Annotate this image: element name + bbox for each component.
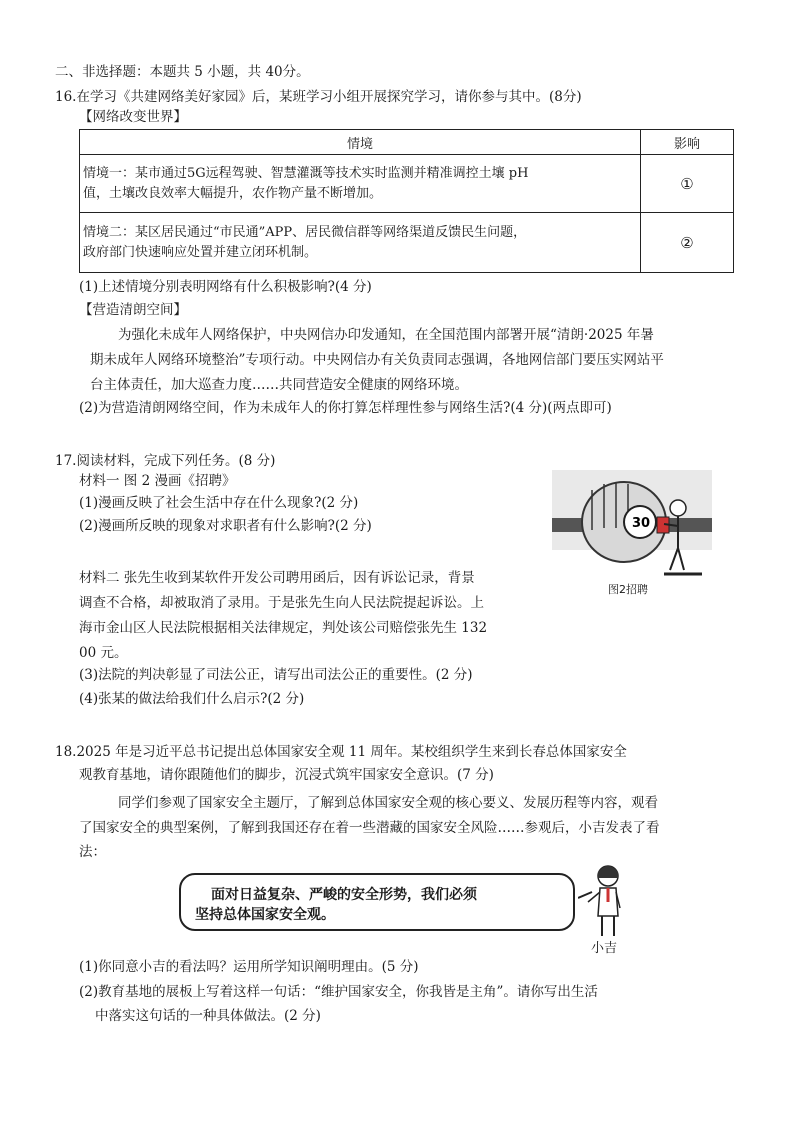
q16-block2-title: 【营造清朗空间】 <box>79 302 187 318</box>
cartoon-drawing <box>552 470 712 580</box>
q17-sub2: (2)漫画所反映的现象对求职者有什么影响?(2 分) <box>79 518 372 534</box>
q17-material2-line4: 00 元。 <box>79 645 128 661</box>
q17-sub1: (1)漫画反映了社会生活中存在什么现象?(2 分) <box>79 495 359 511</box>
q16-material-line1: 为强化未成年人网络保护，中央网信办印发通知，在全国范围内部署开展“清朗·2025 年暑 <box>118 327 654 343</box>
q18-sub2-line2: 中落实这句话的一种具体做法。(2 分) <box>95 1008 321 1024</box>
student-legs <box>602 916 614 936</box>
situation-1-line2: 值，土壤改良效率大幅提升，农作物产量不断增加。 <box>83 185 383 201</box>
speaker-name: 小吉 <box>591 941 618 956</box>
q16-stem: 16.在学习《共建网络美好家园》后，某班学习小组开展探究学习，请你参与其中。(8分) <box>55 89 582 105</box>
student-xiaoji-figure <box>578 862 630 940</box>
header-situation: 情境 <box>80 130 641 155</box>
table-row <box>80 213 734 273</box>
q17-material2-line3: 海市金山区人民法院根据相关法律规定，判处该公司赔偿张先生 132 <box>79 620 488 636</box>
situation-1-line1: 情境一：某市通过5G远程驾驶、智慧灌溉等技术实时监测并精准调控土壤 pH <box>83 165 529 181</box>
q18-para-line2: 了国家安全的典型案例，了解到我国还存在着一些潜藏的国家安全风险……参观后，小吉发表了看 <box>79 820 660 836</box>
student-hair <box>598 866 618 878</box>
q16-material-line2: 期未成年人网络环境整治”专项行动。中央网信办有关负责同志强调，各地网信部门要压实网站平 <box>90 352 664 368</box>
q16-material-line3: 台主体责任，加大巡查力度……共同营造安全健康的网络环境。 <box>90 377 468 393</box>
table-row <box>80 155 734 213</box>
situation-1-cell <box>80 155 641 213</box>
effect-2-cell: ② <box>641 213 734 273</box>
q17-stem: 17.阅读材料，完成下列任务。(8 分) <box>55 453 276 469</box>
situation-2-line1: 情境二：某区居民通过“市民通”APP、居民微信群等网络渠道反馈民生问题， <box>83 224 527 240</box>
q18-para-line3: 法： <box>79 844 106 860</box>
speech-bubble-line2: 坚持总体国家安全观。 <box>195 907 335 923</box>
recruitment-cartoon <box>552 470 712 580</box>
speech-bubble <box>179 873 575 931</box>
q18-sub2-line1: (2)教育基地的展板上写着这样一句话：“维护国家安全，你我皆是主角”。请你写出生活 <box>79 984 598 1000</box>
q18-para-line1: 同学们参观了国家安全主题厅，了解到总体国家安全观的核心要义、发展历程等内容，观看 <box>118 795 658 811</box>
situation-2-cell <box>80 213 641 273</box>
q17-sub3: (3)法院的判决彰显了司法公正，请写出司法公正的重要性。(2 分) <box>79 667 473 683</box>
q16-block1-title: 【网络改变世界】 <box>79 109 187 125</box>
q18-sub1: (1)你同意小吉的看法吗？运用所学知识阐明理由。(5 分) <box>79 959 419 975</box>
q16-sub2: (2)为营造清朗网络空间，作为未成年人的你打算怎样理性参与网络生活?(4 分)(两点即可) <box>79 400 612 416</box>
header-effect: 影响 <box>641 130 734 155</box>
situation-2-line2: 政府部门快速响应处置并建立闭环机制。 <box>83 244 318 260</box>
q17-material2-line1: 材料二 张先生收到某软件开发公司聘用函后，因有诉讼记录，背景 <box>79 570 475 586</box>
cartoon-caption: 图2招聘 <box>608 583 648 596</box>
situation-table <box>79 129 734 273</box>
q17-material2-line2: 调查不合格，却被取消了录用。于是张先生向人民法院提起诉讼。上 <box>79 595 484 611</box>
age-badge-text: 30 <box>632 516 651 531</box>
q16-sub1: (1)上述情境分别表明网络有什么积极影响?(4 分) <box>79 279 372 295</box>
effect-1-cell: ① <box>641 155 734 213</box>
q17-sub4: (4)张某的做法给我们什么启示?(2 分) <box>79 691 305 707</box>
table-header-row <box>80 130 734 155</box>
speech-bubble-line1: 面对日益复杂、严峻的安全形势，我们必须 <box>211 887 477 903</box>
q18-stem-line2: 观教育基地，请你跟随他们的脚步，沉浸式筑牢国家安全意识。(7 分) <box>79 767 494 783</box>
section-header: 二、非选择题：本题共 5 小题，共 40分。 <box>55 64 310 80</box>
job-seeker-head <box>670 500 686 516</box>
q17-material1: 材料一 图 2 漫画《招聘》 <box>79 473 236 489</box>
student-drawing <box>578 862 630 940</box>
bubble-tail <box>578 892 592 898</box>
q18-stem-line1: 18.2025 年是习近平总书记提出总体国家安全观 11 周年。某校组织学生来到长春总体国家安全 <box>55 744 627 760</box>
